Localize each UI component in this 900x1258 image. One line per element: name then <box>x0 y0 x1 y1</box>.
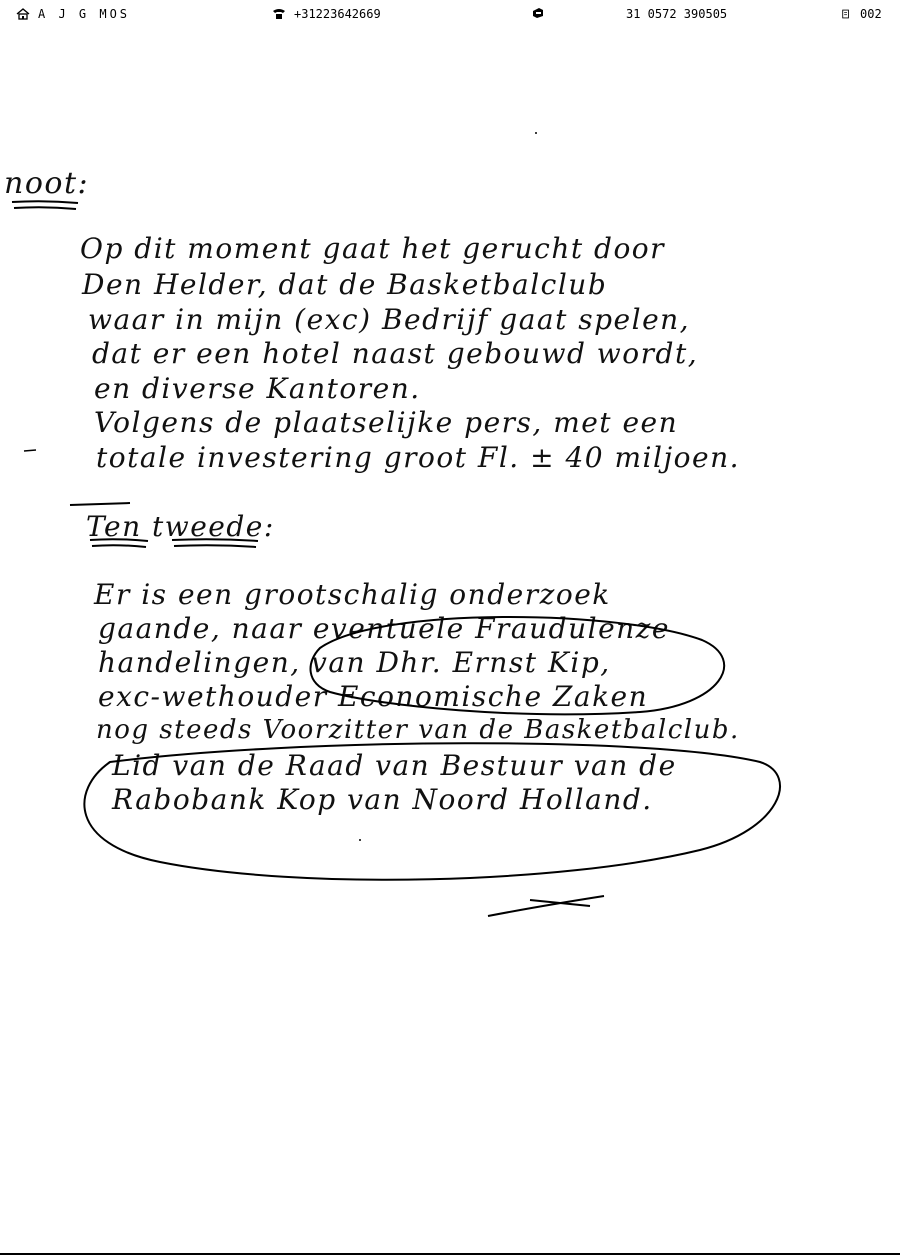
note-line-5: en diverse Kantoren. <box>94 372 421 405</box>
margin-dash <box>24 450 36 451</box>
note-line-7: totale investering groot Fl. ± 40 miljoen. <box>96 441 740 474</box>
second-line-1: Er is een grootschalig onderzoek <box>94 578 611 611</box>
closing-stroke-2 <box>530 900 590 906</box>
tweede-underline-1 <box>172 539 258 541</box>
circle-rabobank <box>84 743 780 879</box>
page-number: 002 <box>860 7 882 21</box>
note-line-6: Volgens de plaatselijke pers, met een <box>94 406 679 439</box>
note-line-1: Op dit moment gaat het gerucht door <box>80 232 666 265</box>
note-line-3: waar in mijn (exc) Bedrijf gaat spelen, <box>88 303 691 336</box>
note-line-2: Den Helder, dat de Basketbalclub <box>82 268 608 301</box>
second-line-7: Rabobank Kop van Noord Holland. <box>112 783 653 816</box>
noot-underline-2 <box>14 207 76 209</box>
note-heading: noot: <box>4 166 90 201</box>
ten-underline-1 <box>90 539 148 541</box>
note-line-4: dat er een hotel naast gebouwd wordt, <box>92 337 699 370</box>
ten-underline-2 <box>92 545 146 547</box>
second-line-5: nog steeds Voorzitter van de Basketbalclub. <box>96 715 740 745</box>
noot-underline-1 <box>12 201 78 203</box>
phone-number: +31223642669 <box>294 7 381 21</box>
tweede-underline-2 <box>174 545 256 547</box>
second-heading: Ten tweede: <box>86 510 275 543</box>
stray-dot <box>535 132 537 134</box>
sender-name: A J G MOS <box>38 7 131 21</box>
page-bottom-edge <box>0 1253 900 1255</box>
second-line-2: gaande, naar eventuele Fraudulenze <box>98 612 670 645</box>
second-line-6: Lid van de Raad van Bestuur van de <box>112 749 677 782</box>
stray-dot <box>359 839 361 841</box>
fax-number-text: 31 0572 390505 <box>626 7 728 21</box>
second-line-4: exc-wethouder Economische Zaken <box>98 680 649 713</box>
second-line-3: handelingen, van Dhr. Ernst Kip, <box>98 646 611 679</box>
overline-stroke <box>70 503 130 505</box>
circle-name <box>311 617 725 714</box>
